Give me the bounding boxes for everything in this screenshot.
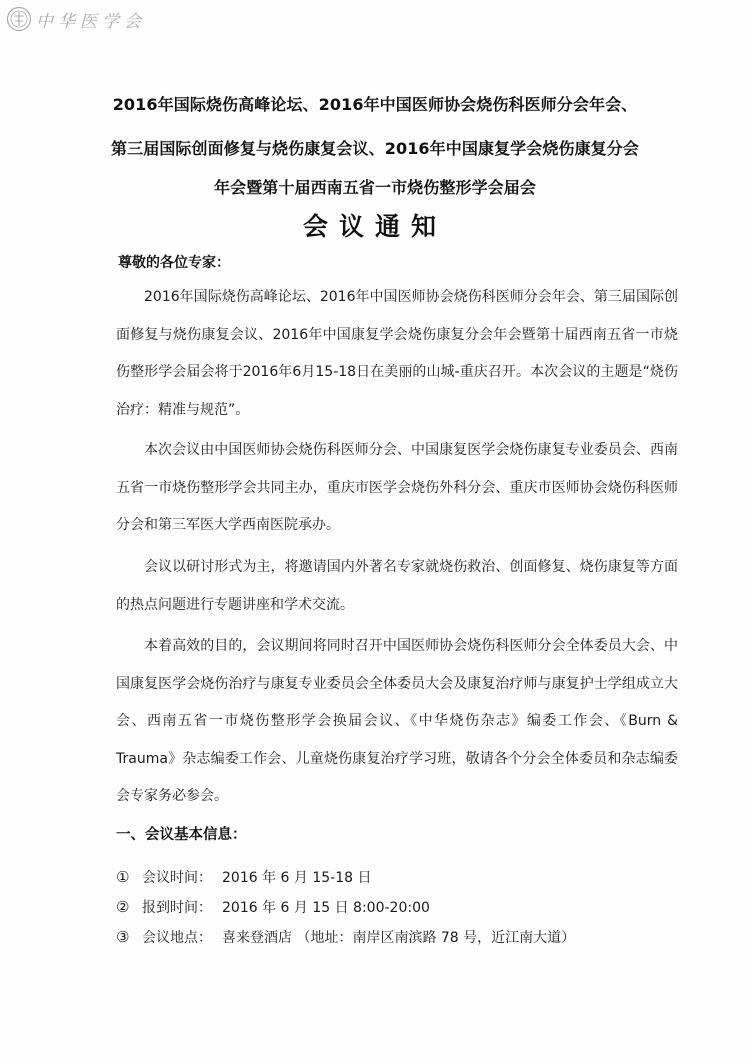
info-item-venue (116, 922, 575, 952)
paragraph-intro: 2016年国际烧伤高峰论坛、2016年中国医师协会烧伤科医师分会年会、第三届国际创面修复与烧伤康复会议、2016年中国康复学会烧伤康复分会年会暨第十届西南五省一市烧伤整形学会届会将于2016年6月15-18日在美丽的山城-重庆召开。本次会议的主题是“烧伤治疗：精准与规范”。 (116, 289, 678, 418)
section-heading-basic-info: 一、会议基本信息： (116, 827, 247, 843)
info-item-label: 报到时间： (142, 900, 212, 916)
conference-title-line-1: 2016年国际烧伤高峰论坛、2016年中国医师协会烧伤科医师分会年会、 (112, 95, 638, 114)
info-item-label: 会议地点： (142, 930, 212, 946)
info-item-number: ② (116, 898, 130, 916)
info-item-registration-time (116, 892, 575, 922)
society-logo-text: 中华医学会 (36, 11, 146, 32)
salutation: 尊敬的各位专家： (118, 255, 230, 271)
info-item-meeting-time (116, 862, 575, 892)
info-item-value: 2016 年 6 月 15 日 8:00-20:00 (222, 900, 430, 916)
paragraph-organizers: 本次会议由中国医师协会烧伤科医师分会、中国康复医学会烧伤康复专业委员会、西南五省一市烧伤整形学会共同主办，重庆市医学会烧伤外科分会、重庆市医师协会烧伤科医师分会和第三军医大学西南医院承办。 (116, 442, 678, 533)
notice-title: 会议通知 (302, 212, 447, 241)
info-item-value: 2016 年 6 月 15-18 日 (222, 870, 372, 886)
conference-title-line-3: 年会暨第十届西南五省一市烧伤整形学会届会 (213, 178, 536, 197)
paragraph-format: 会议以研讨形式为主，将邀请国内外著名专家就烧伤救治、创面修复、烧伤康复等方面的热点问题进行专题讲座和学术交流。 (116, 559, 678, 613)
info-item-value: 喜来登酒店 （地址：南岸区南滨路 78 号，近江南大道） (222, 930, 576, 946)
info-item-label: 会议时间： (142, 870, 212, 886)
paragraph-meetings: 本着高效的目的，会议期间将同时召开中国医师协会烧伤科医师分会全体委员大会、中国康复医学会烧伤治疗与康复专业委员会全体委员大会及康复治疗师与康复护士学组成立大会、西南五省一市烧伤整形学会换届会议、《中华烧伤杂志》编委工作会、《Burn & Trauma》杂志编委工作会、儿童烧伤康复治疗学习班，敬请各个分会全体委员和杂志编委会专家务必参会。 (116, 638, 678, 804)
info-item-number: ③ (116, 928, 130, 946)
conference-title-line-2: 第三届国际创面修复与烧伤康复会议、2016年中国康复学会烧伤康复分会 (111, 139, 639, 158)
info-item-number: ① (116, 868, 130, 886)
basic-info-list (116, 862, 575, 952)
society-logo (6, 4, 146, 34)
society-emblem-icon (6, 6, 32, 32)
